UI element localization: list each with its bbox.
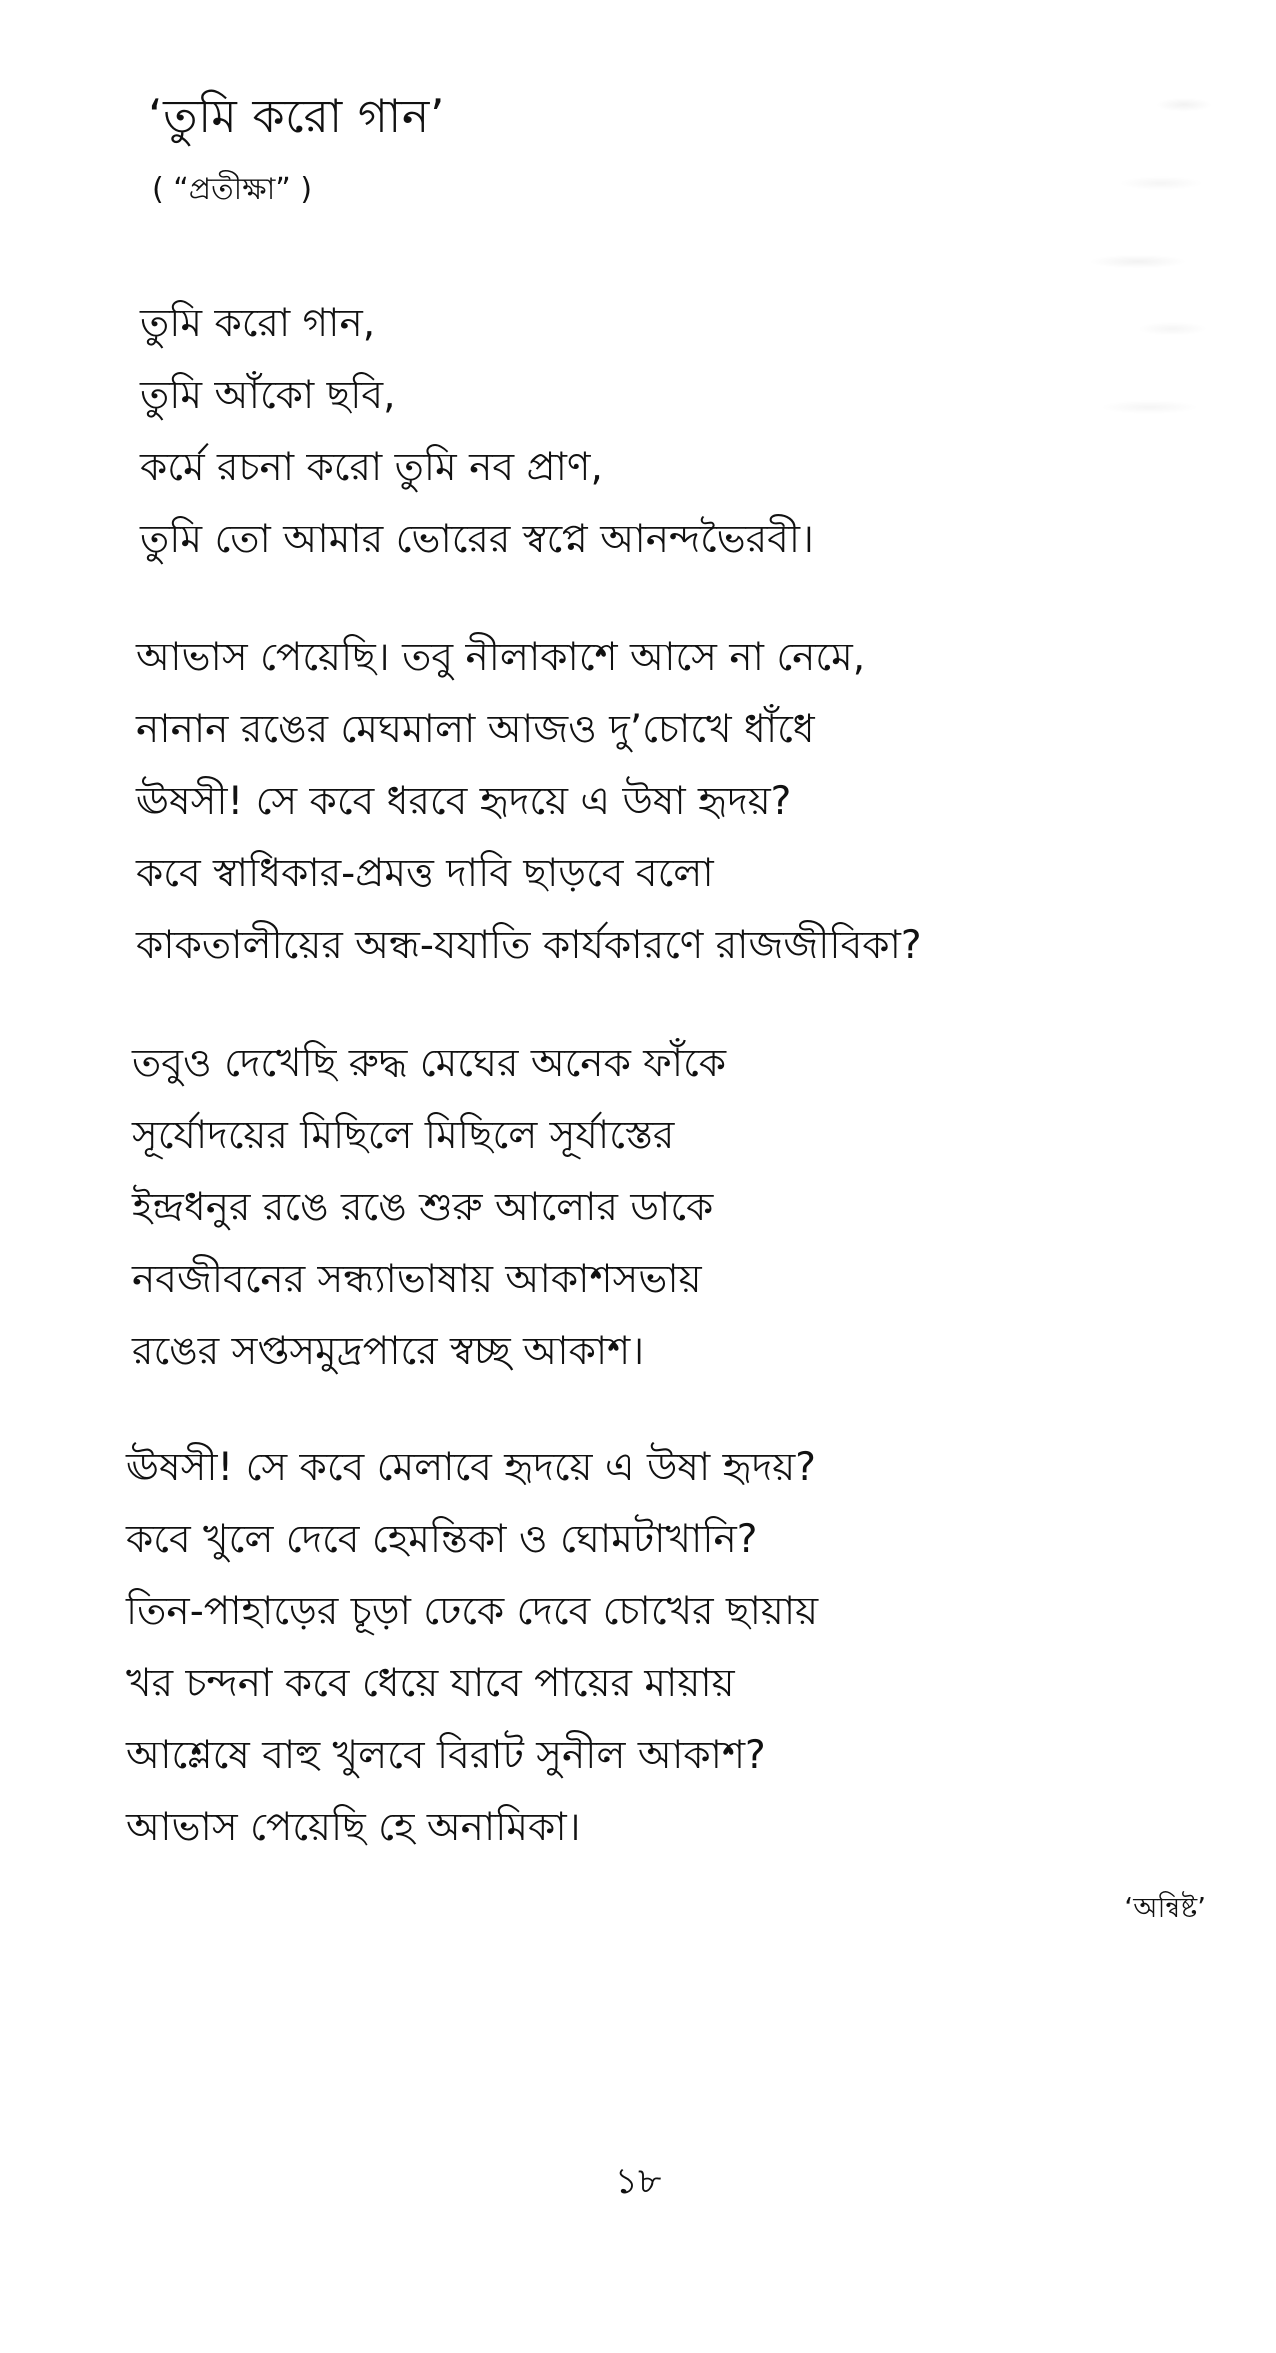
poem-line: সূর্যোদয়ের মিছিলে মিছিলে সূর্যাস্তের (132, 1113, 675, 1158)
poem-line: নানান রঙের মেঘমালা আজও দু’চোখে ধাঁধে (136, 707, 815, 752)
poem-line: ঊষসী! সে কবে ধরবে হৃদয়ে এ উষা হৃদয়? (136, 779, 792, 824)
page-number: ১৮ (614, 2161, 662, 2202)
poem-line: তবুও দেখেছি রুদ্ধ মেঘের অনেক ফাঁকে (132, 1041, 727, 1086)
poem-line: ঊষসী! সে কবে মেলাবে হৃদয়ে এ উষা হৃদয়? (126, 1445, 816, 1490)
poem-line: নবজীবনের সন্ধ্যাভাষায় আকাশসভায় (132, 1257, 702, 1302)
poem-line: তুমি করো গান, (140, 301, 376, 346)
poem-line: ইন্দ্রধনুর রঙে রঙে শুরু আলোর ডাকে (132, 1185, 714, 1230)
poem-line: আভাস পেয়েছি। তবু নীলাকাশে আসে না নেমে, (136, 635, 866, 680)
poem-line: কাকতালীয়ের অন্ধ-যযাতি কার্যকারণে রাজজীবিকা? (136, 923, 922, 968)
poem-subtitle: ( “প্রতীক্ষা” ) (152, 172, 313, 207)
poem-line: রঙের সপ্তসমুদ্রপারে স্বচ্ছ আকাশ। (132, 1329, 645, 1374)
stanza-3 (132, 1028, 726, 1388)
poem-line: আভাস পেয়েছি হে অনামিকা। (126, 1805, 581, 1850)
poem-line: আশ্লেষে বাহু খুলবে বিরাট সুনীল আকাশ? (126, 1733, 766, 1778)
author-signature: ‘অন্বিষ্ট’ (1124, 1891, 1206, 1924)
poem-line: খর চন্দনা কবে ধেয়ে যাবে পায়ের মায়ায় (126, 1661, 735, 1706)
poem-line: কর্মে রচনা করো তুমি নব প্রাণ, (140, 445, 603, 490)
poem-line: তুমি আঁকো ছবি, (140, 373, 396, 418)
stanza-1 (140, 288, 814, 576)
poem-line: কবে স্বাধিকার-প্রমত্ত দাবি ছাড়বে বলো (136, 851, 714, 896)
bleed-through-shadow (1046, 60, 1276, 620)
poem-line: কবে খুলে দেবে হেমন্তিকা ও ঘোমটাখানি? (126, 1517, 758, 1562)
poem-line: তিন-পাহাড়ের চূড়া ঢেকে দেবে চোখের ছায়ায় (126, 1589, 819, 1634)
poem-title: ‘তুমি করো গান’ (148, 89, 445, 143)
poem-line: তুমি তো আমার ভোরের স্বপ্নে আনন্দভৈরবী। (140, 517, 814, 562)
stanza-2 (136, 622, 922, 982)
stanza-4 (126, 1432, 818, 1864)
